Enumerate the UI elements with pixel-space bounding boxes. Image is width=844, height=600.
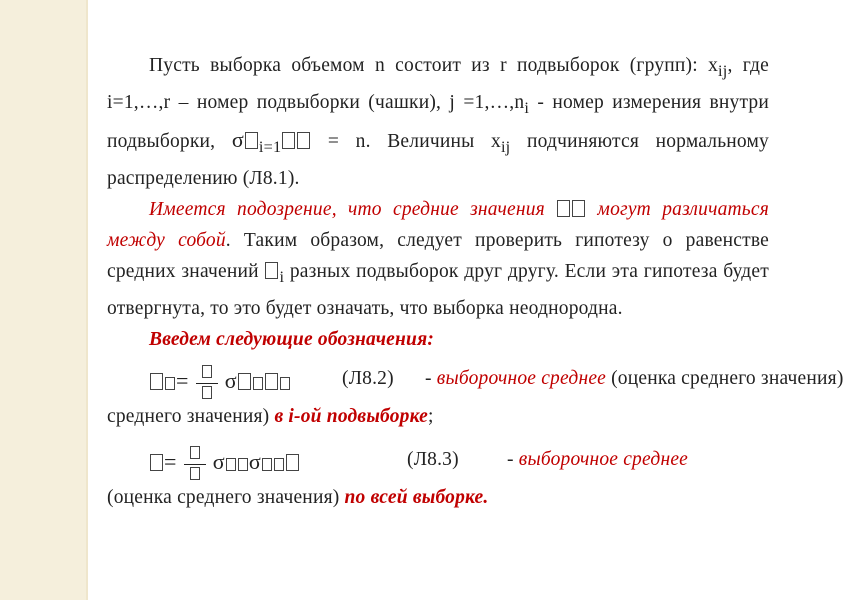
- formula-placeholder-icon: [190, 467, 200, 480]
- formula-placeholder-icon: [165, 377, 175, 390]
- formula-placeholder-icon: [253, 377, 263, 390]
- slide-sidebar-decoration: [0, 0, 86, 600]
- formula-placeholder-icon: [150, 373, 163, 390]
- formula-placeholder-icon: [226, 458, 236, 471]
- formula-placeholder-icon: [265, 262, 278, 279]
- notation-heading: Введем следующие обозначения:: [149, 328, 435, 350]
- formula-placeholder-icon: [572, 200, 585, 217]
- formula-placeholder-icon: [286, 454, 299, 471]
- formula-placeholder-icon: [265, 373, 278, 390]
- formula-placeholder-icon: [202, 386, 212, 399]
- formula-placeholder-icon: [238, 373, 251, 390]
- formula-placeholder-icon: [202, 365, 212, 378]
- formula-placeholder-icon: [245, 132, 258, 149]
- formula-placeholder-icon: [557, 200, 570, 217]
- formula-placeholder-icon: [280, 377, 290, 390]
- formula-group-mean: = σ (Л8.2) - выборочное среднее (оценка среднего значения) среднего значения) в i-ой подвыборке;: [107, 357, 769, 432]
- formula-placeholder-icon: [274, 458, 284, 471]
- formula-total-mean: = σ σ (Л8.3) - выборочное среднее (оценка среднего значения) по всей выборке.: [107, 438, 769, 513]
- slide-content: [107, 50, 844, 513]
- formula-total-mean-continuation: (оценка среднего значения) по всей выборке.: [107, 486, 489, 508]
- paragraph-hypothesis: Имеется подозрение, что средние значения могут различаться между собой. Таким образом, следует проверить гипотезу о равенстве средних значений $_i$ разных подвыборок друг другу. Если эта гипотеза будет отвергнута, то это будет означать, что выборка неоднородна.: [107, 198, 770, 319]
- formula-placeholder-icon: [190, 446, 200, 459]
- formula-placeholder-icon: [238, 458, 248, 471]
- formula-placeholder-icon: [297, 132, 310, 149]
- slide-sidebar-edge: [86, 0, 88, 600]
- formula-label-l8-2: (Л8.2): [342, 367, 394, 389]
- formula-placeholder-icon: [262, 458, 272, 471]
- formula-placeholder-icon: [150, 454, 163, 471]
- formula-label-l8-3: (Л8.3): [407, 448, 459, 470]
- fraction: [184, 444, 206, 485]
- sigma-symbol: σ: [231, 126, 244, 152]
- paragraph-sample-definition: Пусть выборка объемом n состоит из r подвыборок (групп): $x_{ij}$, где i=1,…,r – номер подвыборки (чашки), $j =1,\dots,n_i$ - номер измерения внутри подвыборки, σ $_{i=1}$ = n. Величины $x_{ij}$ подчиняются нормальному распределению (Л8.1).: [107, 55, 769, 189]
- formula-placeholder-icon: [282, 132, 295, 149]
- fraction: [196, 363, 218, 404]
- formula-group-mean-continuation: среднего значения) в i-ой подвыборке;: [107, 405, 434, 427]
